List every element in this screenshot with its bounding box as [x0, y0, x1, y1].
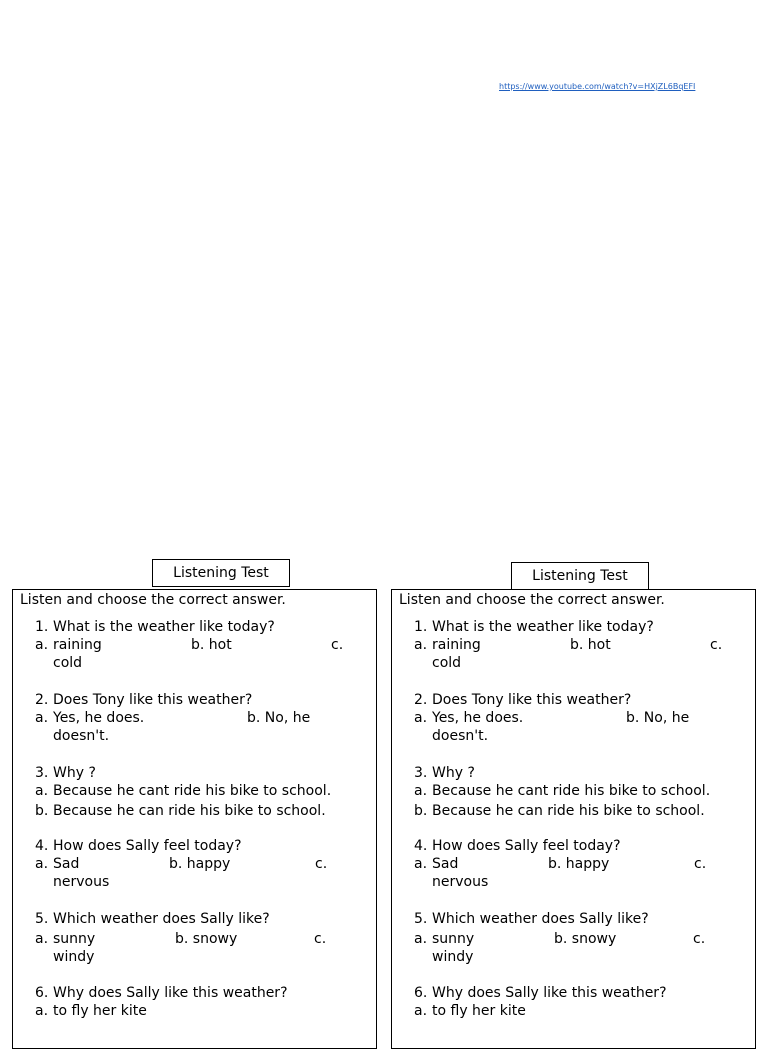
question-1: [13, 618, 378, 672]
option-b-label: b.: [35, 803, 49, 819]
option-a: raining: [53, 637, 102, 653]
option-b: b. No, he: [626, 710, 690, 726]
option-b-cont: doesn't.: [53, 728, 110, 744]
option-a-label: a.: [35, 856, 49, 872]
option-a-label: a.: [35, 931, 49, 947]
option-a-label: a.: [414, 783, 428, 799]
option-a: to fly her kite: [53, 1003, 147, 1019]
question-number: 1.: [414, 619, 428, 635]
question-text: How does Sally feel today?: [53, 838, 242, 854]
question-number: 6.: [35, 985, 49, 1001]
question-number: 6.: [414, 985, 428, 1001]
option-b: b. hot: [570, 637, 611, 653]
question-text: Why ?: [53, 765, 96, 781]
option-a-label: a.: [35, 1003, 49, 1019]
test-panel-left: [12, 589, 377, 1049]
option-b: b. No, he: [247, 710, 311, 726]
option-a: raining: [432, 637, 481, 653]
question-text: Why does Sally like this weather?: [53, 985, 288, 1001]
option-c-label: c.: [315, 856, 328, 872]
question-number: 2.: [414, 692, 428, 708]
question-text: Why ?: [432, 765, 475, 781]
question-number: 5.: [35, 911, 49, 927]
option-b: Because he can ride his bike to school.: [432, 803, 705, 819]
option-c-label: c.: [693, 931, 706, 947]
option-a: sunny: [53, 931, 96, 947]
question-4: [13, 837, 378, 891]
option-b: Because he can ride his bike to school.: [53, 803, 326, 819]
option-c: windy: [53, 949, 95, 965]
option-a-label: a.: [414, 931, 428, 947]
option-b-cont: doesn't.: [432, 728, 489, 744]
option-c: cold: [432, 655, 462, 671]
question-6: [392, 984, 757, 1020]
question-3: [13, 764, 378, 820]
option-a: Because he cant ride his bike to school.: [432, 783, 711, 799]
question-text: Why does Sally like this weather?: [432, 985, 667, 1001]
option-a: Sad: [432, 856, 459, 872]
option-b: b. snowy: [554, 931, 617, 947]
question-2: [392, 691, 757, 745]
question-number: 3.: [414, 765, 428, 781]
option-c-label: c.: [331, 637, 344, 653]
question-number: 3.: [35, 765, 49, 781]
option-c-label: c.: [710, 637, 723, 653]
title-box-left: Listening Test: [152, 559, 290, 587]
option-a: to fly her kite: [432, 1003, 526, 1019]
option-a: Yes, he does.: [53, 710, 145, 726]
title-box-right: Listening Test: [511, 562, 649, 590]
option-a: Yes, he does.: [432, 710, 524, 726]
question-text: How does Sally feel today?: [432, 838, 621, 854]
option-a-label: a.: [414, 856, 428, 872]
question-3: [392, 764, 757, 820]
option-a-label: a.: [35, 710, 49, 726]
question-number: 4.: [414, 838, 428, 854]
question-number: 4.: [35, 838, 49, 854]
option-a: Because he cant ride his bike to school.: [53, 783, 332, 799]
question-1: [392, 618, 757, 672]
option-a-label: a.: [35, 637, 49, 653]
option-a-label: a.: [414, 1003, 428, 1019]
question-text: What is the weather like today?: [432, 619, 654, 635]
option-b: b. happy: [169, 856, 231, 872]
option-b-label: b.: [414, 803, 428, 819]
instruction: Listen and choose the correct answer.: [399, 592, 665, 608]
option-b: b. happy: [548, 856, 610, 872]
option-a-label: a.: [414, 710, 428, 726]
option-b: b. snowy: [175, 931, 238, 947]
question-2: [13, 691, 378, 745]
question-number: 2.: [35, 692, 49, 708]
question-6: [13, 984, 378, 1020]
question-5: [392, 910, 757, 966]
question-text: Does Tony like this weather?: [432, 692, 632, 708]
option-c: nervous: [432, 874, 489, 890]
question-number: 5.: [414, 911, 428, 927]
question-text: What is the weather like today?: [53, 619, 275, 635]
question-text: Which weather does Sally like?: [432, 911, 649, 927]
question-text: Does Tony like this weather?: [53, 692, 253, 708]
video-link[interactable]: https://www.youtube.com/watch?v=HXjZL6BqEFI: [499, 82, 696, 91]
option-a: Sad: [53, 856, 80, 872]
question-5: [13, 910, 378, 966]
question-4: [392, 837, 757, 891]
instruction: Listen and choose the correct answer.: [20, 592, 286, 608]
option-c-label: c.: [694, 856, 707, 872]
question-text: Which weather does Sally like?: [53, 911, 270, 927]
option-b: b. hot: [191, 637, 232, 653]
test-panel-right: [391, 589, 756, 1049]
option-c: nervous: [53, 874, 110, 890]
option-c-label: c.: [314, 931, 327, 947]
option-c: windy: [432, 949, 474, 965]
option-a-label: a.: [35, 783, 49, 799]
question-number: 1.: [35, 619, 49, 635]
option-a: sunny: [432, 931, 475, 947]
option-a-label: a.: [414, 637, 428, 653]
option-c: cold: [53, 655, 83, 671]
